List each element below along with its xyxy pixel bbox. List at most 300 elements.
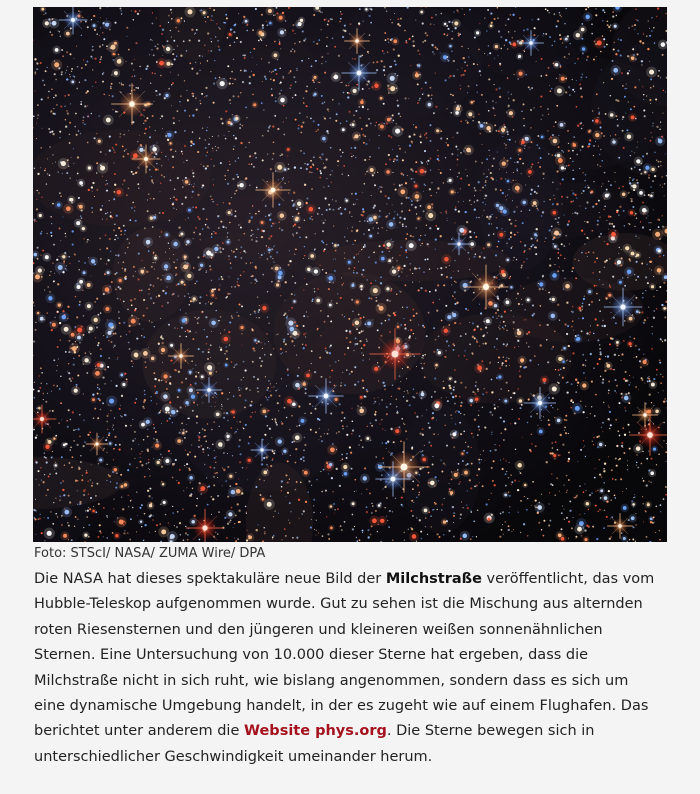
faint-star xyxy=(136,467,137,468)
faint-star xyxy=(97,314,99,316)
faint-star xyxy=(271,88,273,90)
faint-star xyxy=(516,168,518,170)
faint-star xyxy=(594,285,596,287)
faint-star xyxy=(272,158,274,160)
faint-star xyxy=(548,114,550,116)
faint-star xyxy=(178,482,180,484)
faint-star xyxy=(102,81,104,83)
faint-star xyxy=(421,367,423,369)
faint-star xyxy=(184,130,186,132)
faint-star xyxy=(261,102,263,104)
faint-star xyxy=(592,526,594,528)
faint-star xyxy=(100,56,102,58)
faint-star xyxy=(624,407,626,409)
faint-star xyxy=(641,64,642,65)
faint-star xyxy=(66,110,68,112)
faint-star xyxy=(250,262,251,263)
faint-star xyxy=(233,59,234,60)
faint-star xyxy=(417,102,419,104)
faint-star xyxy=(302,122,304,124)
faint-star xyxy=(431,94,433,96)
faint-star xyxy=(456,146,457,147)
faint-star xyxy=(425,517,426,518)
faint-star xyxy=(638,348,640,350)
faint-star xyxy=(321,95,323,97)
faint-star xyxy=(506,199,507,200)
faint-star xyxy=(252,275,254,277)
faint-star xyxy=(319,419,321,421)
faint-star xyxy=(440,172,442,174)
faint-star xyxy=(277,402,279,404)
faint-star xyxy=(576,106,578,108)
faint-star xyxy=(398,55,400,57)
faint-star xyxy=(287,155,288,156)
faint-star xyxy=(253,155,254,156)
faint-star xyxy=(106,415,108,417)
faint-star xyxy=(185,378,187,380)
faint-star xyxy=(404,324,405,325)
faint-star xyxy=(228,331,230,333)
faint-star xyxy=(614,354,616,356)
faint-star xyxy=(375,261,377,263)
faint-star xyxy=(460,514,462,516)
faint-star xyxy=(95,495,97,497)
faint-star xyxy=(239,285,240,286)
faint-star xyxy=(547,130,548,131)
faint-star xyxy=(230,30,231,31)
faint-star xyxy=(286,496,287,497)
faint-star xyxy=(42,128,43,129)
faint-star xyxy=(437,228,439,230)
faint-star xyxy=(650,186,651,187)
faint-star xyxy=(470,510,471,511)
faint-star xyxy=(316,530,317,531)
faint-star xyxy=(209,116,210,117)
faint-star xyxy=(121,496,122,497)
faint-star xyxy=(525,319,526,320)
faint-star xyxy=(182,153,183,154)
faint-star xyxy=(662,215,664,217)
faint-star xyxy=(143,401,145,403)
faint-star xyxy=(601,325,603,327)
faint-star xyxy=(642,226,644,228)
faint-star xyxy=(434,391,436,393)
faint-star xyxy=(342,372,343,373)
faint-star xyxy=(305,90,307,92)
faint-star xyxy=(587,185,588,186)
faint-star xyxy=(441,509,442,510)
faint-star xyxy=(264,354,265,355)
faint-star xyxy=(498,327,499,328)
faint-star xyxy=(580,79,581,80)
faint-star xyxy=(252,205,253,206)
faint-star xyxy=(548,67,550,69)
faint-star xyxy=(531,141,533,143)
faint-star xyxy=(420,205,422,207)
faint-star xyxy=(205,343,207,345)
faint-star xyxy=(308,480,310,482)
faint-star xyxy=(368,15,370,17)
faint-star xyxy=(44,84,46,86)
faint-star xyxy=(266,389,268,391)
faint-star xyxy=(458,411,460,413)
faint-star xyxy=(588,304,590,306)
faint-star xyxy=(378,135,379,136)
faint-star xyxy=(303,97,304,98)
faint-star xyxy=(396,406,397,407)
faint-star xyxy=(454,222,455,223)
faint-star xyxy=(518,154,519,155)
faint-star xyxy=(418,324,419,325)
faint-star xyxy=(464,61,466,63)
faint-star xyxy=(36,479,37,480)
faint-star xyxy=(133,69,134,70)
faint-star xyxy=(346,120,348,122)
faint-star xyxy=(651,402,652,403)
faint-star xyxy=(631,169,632,170)
faint-star xyxy=(95,82,96,83)
faint-star xyxy=(190,145,192,147)
faint-star xyxy=(656,290,657,291)
faint-star xyxy=(419,98,421,100)
faint-star xyxy=(95,337,96,338)
faint-star xyxy=(347,426,348,427)
faint-star xyxy=(445,210,447,212)
faint-star xyxy=(174,369,175,370)
faint-star xyxy=(354,58,355,59)
faint-star xyxy=(528,331,530,333)
faint-star xyxy=(621,360,622,361)
faint-star xyxy=(238,387,239,388)
faint-star xyxy=(154,385,156,387)
faint-star xyxy=(619,138,620,139)
faint-star xyxy=(485,180,486,181)
faint-star xyxy=(270,168,272,170)
faint-star xyxy=(132,85,133,86)
faint-star xyxy=(634,226,635,227)
faint-star xyxy=(342,428,343,429)
faint-star xyxy=(650,78,652,80)
faint-star xyxy=(121,416,123,418)
faint-star xyxy=(506,172,507,173)
faint-star xyxy=(424,354,426,356)
faint-star xyxy=(115,111,117,113)
faint-star xyxy=(642,478,643,479)
faint-star xyxy=(107,163,108,164)
faint-star xyxy=(600,376,601,377)
faint-star xyxy=(362,387,364,389)
faint-star xyxy=(500,36,502,38)
faint-star xyxy=(124,278,126,280)
faint-star xyxy=(134,75,136,77)
faint-star xyxy=(168,88,170,90)
faint-star xyxy=(508,529,510,531)
faint-star xyxy=(604,261,606,263)
faint-star xyxy=(564,323,566,325)
faint-star xyxy=(481,360,483,362)
faint-star xyxy=(149,475,150,476)
faint-star xyxy=(47,393,48,394)
faint-star xyxy=(303,325,305,327)
faint-star xyxy=(222,248,224,250)
faint-star xyxy=(491,432,492,433)
faint-star xyxy=(488,169,489,170)
faint-star xyxy=(445,350,446,351)
faint-star xyxy=(322,535,324,537)
faint-star xyxy=(193,267,195,269)
faint-star xyxy=(434,509,435,510)
faint-star xyxy=(366,506,368,508)
faint-star xyxy=(207,151,208,152)
faint-star xyxy=(587,256,588,257)
faint-star xyxy=(368,118,370,120)
faint-star xyxy=(392,122,393,123)
faint-star xyxy=(92,191,93,192)
faint-star xyxy=(497,55,498,56)
faint-star xyxy=(384,7,385,8)
faint-star xyxy=(405,430,407,432)
faint-star xyxy=(353,155,354,156)
faint-star xyxy=(349,447,351,449)
faint-star xyxy=(100,348,102,350)
faint-star xyxy=(129,84,131,86)
faint-star xyxy=(351,216,352,217)
faint-star xyxy=(601,160,602,161)
faint-star xyxy=(179,101,180,102)
faint-star xyxy=(162,290,164,292)
faint-star xyxy=(83,238,84,239)
faint-star xyxy=(180,105,181,106)
faint-star xyxy=(351,230,353,232)
faint-star xyxy=(188,468,190,470)
faint-star xyxy=(103,448,105,450)
faint-star xyxy=(508,358,510,360)
faint-star xyxy=(377,232,378,233)
faint-star xyxy=(324,248,326,250)
faint-star xyxy=(601,69,602,70)
faint-star xyxy=(500,513,502,515)
faint-star xyxy=(257,378,259,380)
faint-star xyxy=(311,188,312,189)
faint-star xyxy=(285,281,287,283)
faint-star xyxy=(624,320,626,322)
faint-star xyxy=(205,224,207,226)
faint-star xyxy=(326,209,328,211)
faint-star xyxy=(110,86,111,87)
faint-star xyxy=(424,40,426,42)
faint-star xyxy=(64,95,66,97)
faint-star xyxy=(297,127,299,129)
faint-star xyxy=(592,206,594,208)
faint-star xyxy=(494,444,495,445)
faint-star xyxy=(179,522,181,524)
faint-star xyxy=(465,308,467,310)
faint-star xyxy=(534,499,536,501)
faint-star xyxy=(172,422,173,423)
faint-star xyxy=(332,99,334,101)
faint-star xyxy=(638,389,639,390)
faint-star xyxy=(37,173,39,175)
faint-star xyxy=(309,370,310,371)
faint-star xyxy=(435,72,437,74)
faint-star xyxy=(69,122,71,124)
faint-star xyxy=(425,32,427,34)
faint-star xyxy=(513,316,514,317)
faint-star xyxy=(434,53,435,54)
faint-star xyxy=(211,406,212,407)
faint-star xyxy=(474,329,476,331)
faint-star xyxy=(98,115,100,117)
faint-star xyxy=(59,339,61,341)
faint-star xyxy=(418,289,420,291)
faint-star xyxy=(467,309,468,310)
faint-star xyxy=(437,284,439,286)
faint-star xyxy=(149,515,151,517)
faint-star xyxy=(283,121,284,122)
faint-star xyxy=(124,252,126,254)
faint-star xyxy=(448,530,450,532)
faint-star xyxy=(319,82,321,84)
faint-star xyxy=(231,315,233,317)
faint-star xyxy=(83,315,85,317)
faint-star xyxy=(443,534,445,536)
faint-star xyxy=(344,316,345,317)
faint-star xyxy=(351,193,353,195)
faint-star xyxy=(78,468,80,470)
faint-star xyxy=(282,77,284,79)
faint-star xyxy=(363,142,365,144)
faint-star xyxy=(281,153,283,155)
faint-star xyxy=(379,404,380,405)
faint-star xyxy=(327,433,329,435)
faint-star xyxy=(381,474,383,476)
faint-star xyxy=(252,412,253,413)
faint-star xyxy=(320,471,321,472)
faint-star xyxy=(321,440,323,442)
faint-star xyxy=(431,396,433,398)
faint-star xyxy=(273,516,274,517)
faint-star xyxy=(128,187,130,189)
faint-star xyxy=(482,215,483,216)
faint-star xyxy=(84,124,85,125)
faint-star xyxy=(429,427,431,429)
faint-star xyxy=(263,457,265,459)
faint-star xyxy=(291,307,293,309)
faint-star xyxy=(634,86,636,88)
faint-star xyxy=(416,268,418,270)
faint-star xyxy=(500,432,502,434)
faint-star xyxy=(499,367,501,369)
faint-star xyxy=(365,173,366,174)
faint-star xyxy=(79,414,81,416)
faint-star xyxy=(400,440,402,442)
faint-star xyxy=(454,322,456,324)
faint-star xyxy=(294,43,296,45)
faint-star xyxy=(54,317,56,319)
faint-star xyxy=(583,298,585,300)
faint-star xyxy=(506,382,508,384)
faint-star xyxy=(213,150,214,151)
faint-star xyxy=(255,240,257,242)
faint-star xyxy=(373,62,375,64)
faint-star xyxy=(196,415,198,417)
faint-star xyxy=(421,243,423,245)
faint-star xyxy=(455,102,456,103)
faint-star xyxy=(571,326,572,327)
faint-star xyxy=(234,193,236,195)
faint-star xyxy=(493,460,495,462)
faint-star xyxy=(240,227,242,229)
faint-star xyxy=(560,434,562,436)
faint-star xyxy=(659,255,661,257)
faint-star xyxy=(599,509,601,511)
faint-star xyxy=(158,295,160,297)
faint-star xyxy=(120,336,122,338)
faint-star xyxy=(294,345,295,346)
faint-star xyxy=(266,21,267,22)
faint-star xyxy=(385,442,387,444)
faint-star xyxy=(396,123,397,124)
faint-star xyxy=(313,41,315,43)
faint-star xyxy=(357,540,359,542)
faint-star xyxy=(281,480,283,482)
faint-star xyxy=(226,358,228,360)
faint-star xyxy=(157,277,159,279)
faint-star xyxy=(486,30,488,32)
faint-star xyxy=(114,239,116,241)
faint-star xyxy=(309,217,311,219)
faint-star xyxy=(326,45,328,47)
faint-star xyxy=(443,381,444,382)
faint-star xyxy=(170,383,172,385)
faint-star xyxy=(582,354,584,356)
faint-star xyxy=(100,27,101,28)
faint-star xyxy=(480,190,481,191)
faint-star xyxy=(132,275,134,277)
faint-star xyxy=(634,166,636,168)
faint-star xyxy=(657,7,659,9)
faint-star xyxy=(341,284,343,286)
faint-star xyxy=(426,161,427,162)
faint-star xyxy=(217,147,219,149)
faint-star xyxy=(382,227,383,228)
faint-star xyxy=(92,482,93,483)
faint-star xyxy=(35,72,36,73)
faint-star xyxy=(624,88,626,90)
faint-star xyxy=(273,386,274,387)
faint-star xyxy=(192,172,194,174)
faint-star xyxy=(33,355,34,356)
faint-star xyxy=(481,144,482,145)
faint-star xyxy=(551,473,552,474)
faint-star xyxy=(281,423,283,425)
faint-star xyxy=(584,233,586,235)
faint-star xyxy=(371,425,373,427)
faint-star xyxy=(106,480,107,481)
faint-star xyxy=(193,232,195,234)
faint-star xyxy=(136,531,137,532)
faint-star xyxy=(658,161,660,163)
faint-star xyxy=(257,296,259,298)
faint-star xyxy=(260,404,262,406)
faint-star xyxy=(415,126,417,128)
faint-star xyxy=(319,156,321,158)
faint-star xyxy=(86,372,88,374)
faint-star xyxy=(440,212,441,213)
faint-star xyxy=(284,407,286,409)
faint-star xyxy=(386,299,388,301)
faint-star xyxy=(214,473,216,475)
